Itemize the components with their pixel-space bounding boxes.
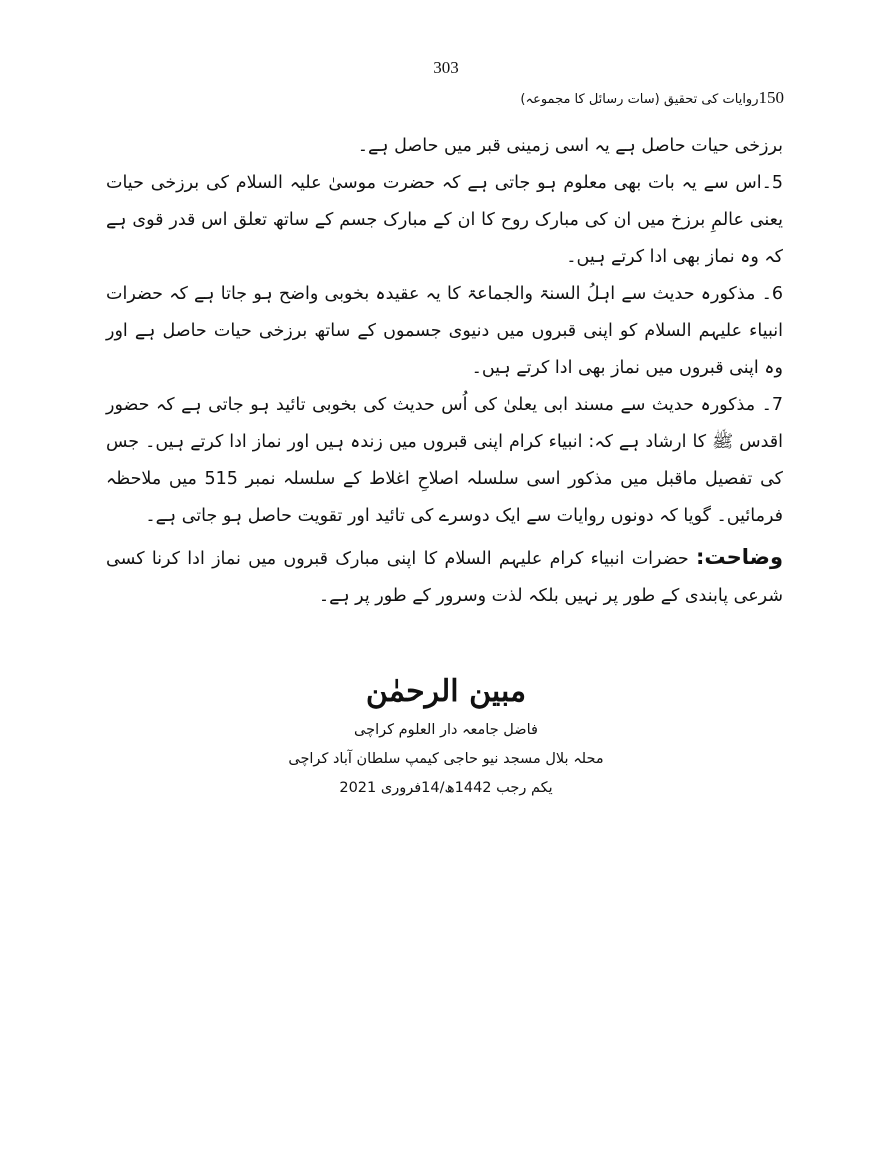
body-text	[106, 128, 783, 615]
signature-block	[0, 668, 892, 803]
header-title: روایات کی تحقیق (سات رسائل کا مجموعہ)	[520, 92, 759, 107]
paragraph-point-5: 5۔اس سے یہ بات بھی معلوم ہو جاتی ہے کہ حضرت موسیٰ علیہ السلام کی برزخی حیات یعنی عالمِ برزخ میں ان کی مبارک روح کا ان کے مبارک جسم کے ساتھ تعلق اس قدر قوی ہے کہ وہ نماز بھی ادا کرتے ہیں۔	[106, 173, 783, 267]
paragraph-point-6: 6۔ مذکورہ حدیث سے اہلُ السنۃ والجماعۃ کا یہ عقیدہ بخوبی واضح ہو جاتا ہے کہ حضرات انبیاء علیہم السلام کو اپنی قبروں میں دنیوی جسموں کے ساتھ برزخی حیات حاصل ہے اور وہ اپنی قبروں میں نماز بھی ادا کرتے ہیں۔	[106, 284, 783, 378]
clarification-label: وضاحت:	[696, 545, 783, 569]
paragraph-continuation: برزخی حیات حاصل ہے یہ اسی زمینی قبر میں حاصل ہے۔	[357, 136, 783, 156]
paragraph-point-7: 7۔ مذکورہ حدیث سے مسند ابی یعلیٰ کی اُس حدیث کی بخوبی تائید ہو جاتی ہے کہ حضور اقدس ﷺ کا ارشاد ہے کہ: انبیاء کرام اپنی قبروں میں زندہ ہیں اور نماز ادا کرتے ہیں۔ جس کی تفصیل ماقبل میں مذکور اسی سلسلہ اصلاحِ اغلاط کے سلسلہ نمبر 515 میں ملاحظہ فرمائیں۔ گویا کہ دونوں روایات سے ایک دوسرے کی تائید اور تقویت حاصل ہو جاتی ہے۔	[106, 395, 783, 526]
author-affiliation: فاضل جامعہ دار العلوم کراچی	[354, 722, 538, 738]
clarification-paragraph	[106, 539, 783, 615]
author-address: محلہ بلال مسجد نیو حاجی کیمپ سلطان آباد کراچی	[288, 751, 604, 767]
page-number: 303	[433, 58, 459, 77]
header-count: 150	[758, 88, 784, 107]
author-name: مبین الرحمٰن	[365, 674, 527, 709]
clarification-text: حضرات انبیاء کرام علیہم السلام کا اپنی مبارک قبروں میں نماز ادا کرنا کسی شرعی پابندی کے طور پر نہیں بلکہ لذت وسرور کے طور پر ہے۔	[106, 549, 783, 606]
author-date: یکم رجب 1442ھ/14فروری 2021	[339, 780, 553, 796]
running-header	[520, 88, 784, 110]
